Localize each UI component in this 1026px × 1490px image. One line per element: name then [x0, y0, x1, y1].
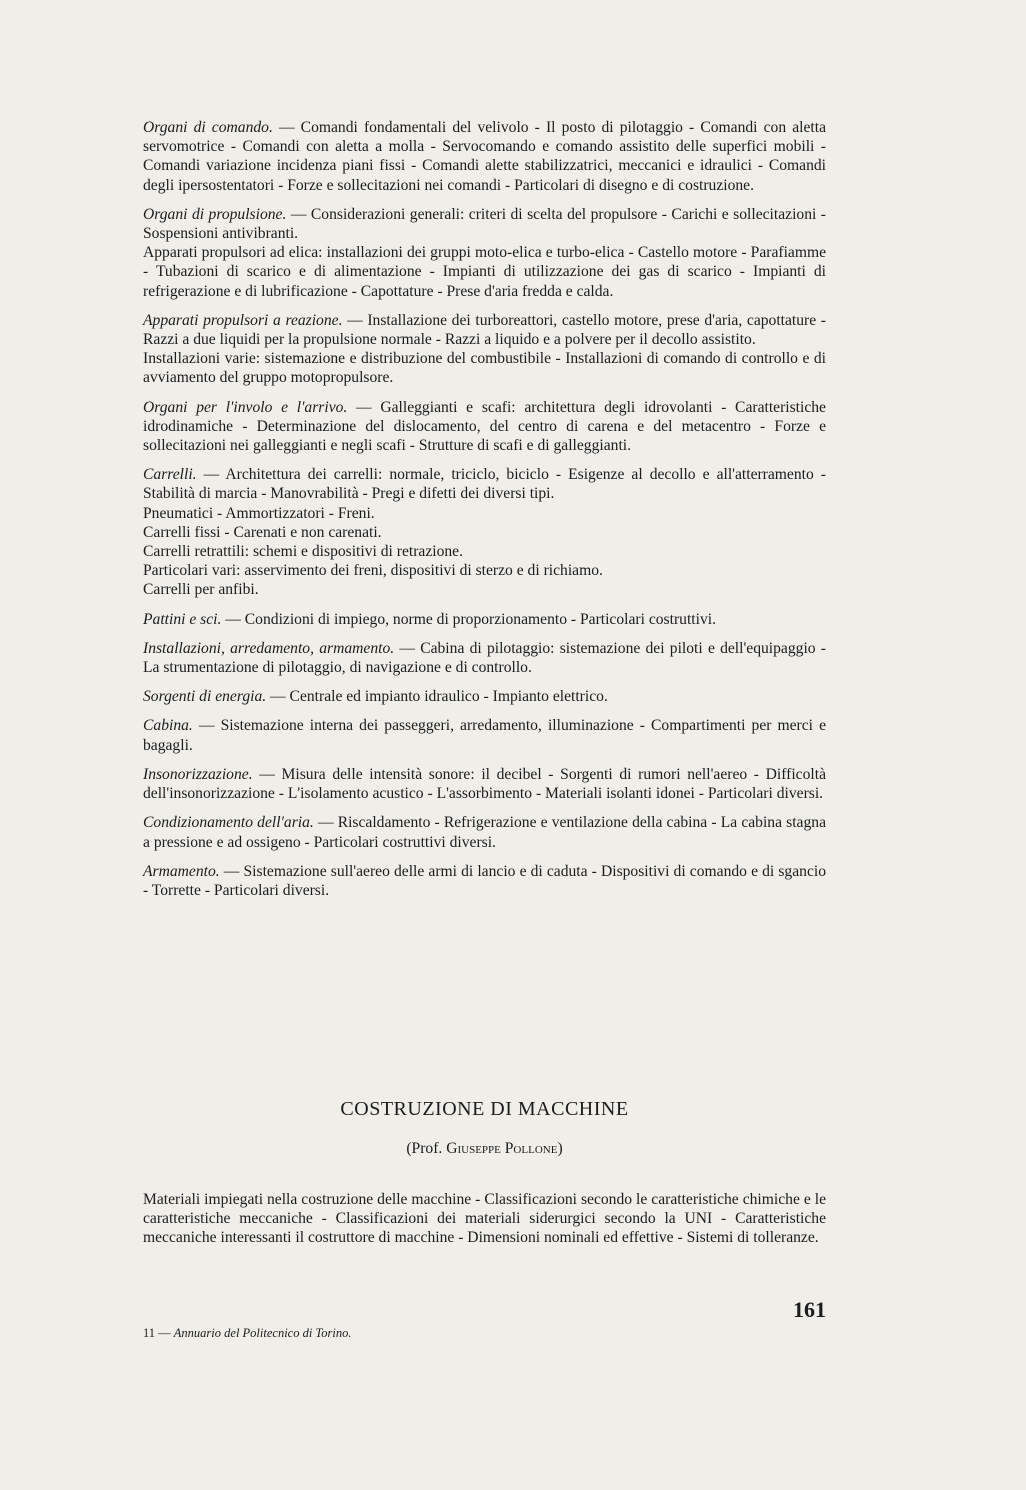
paragraph-subline: Carrelli fissi - Carenati e non carenati.	[143, 523, 382, 541]
author-name: Giuseppe Pollone	[446, 1140, 558, 1157]
paragraph-subline: Carrelli retrattili: schemi e dispositivi di retrazione.	[143, 543, 464, 561]
paragraph-subline: Apparati propulsori ad elica: installazioni dei gruppi moto-elica e turbo-elica - Castello motore - Parafiamme - Tubazioni di scarico e di alimentazione - Impianti di utilizzazione dei gas di scarico - Impianti di refrigerazione e di lubrificazione - Capottature - Prese d'aria fredda e calda.	[143, 244, 826, 300]
paragraph-heading: Apparati propulsori a reazione.	[143, 311, 343, 329]
paragraph-text: — Installazione dei turboreattori, castello motore, prese d'aria, capottature - Razzi a due liquidi per la propulsione normale - Razzi a liquido e a polvere per il decollo assistito.	[143, 311, 826, 349]
paragraph-subline: Installazioni varie: sistemazione e distribuzione del combustibile - Installazioni di comando di controllo e di avviamento del gruppo motopropulsore.	[143, 350, 826, 387]
paragraph-heading: Cabina.	[143, 717, 193, 735]
paragraph-subline: Pneumatici - Ammortizzatori - Freni.	[143, 504, 375, 522]
author-prefix: (Prof.	[406, 1140, 447, 1157]
paragraph-heading: Armamento.	[143, 862, 220, 880]
section-author	[143, 1140, 826, 1158]
paragraph-cabina	[143, 716, 826, 754]
paragraph-heading: Sorgenti di energia.	[143, 688, 267, 706]
paragraph-insonorizzazione	[143, 765, 826, 803]
paragraph-text: — Architettura dei carrelli: normale, triciclo, biciclo - Esigenze al decollo e all'atterramento - Stabilità di marcia - Manovrabilità - Pregi e difetti dei diversi tipi.	[143, 466, 826, 503]
paragraph-heading: Organi di comando.	[143, 119, 273, 136]
paragraph-organi-propulsione	[143, 205, 826, 301]
footer-number: 11 —	[143, 1326, 174, 1340]
paragraph-subline: Particolari vari: asservimento dei freni, dispositivi di sterzo e di richiamo.	[143, 562, 603, 580]
paragraph-sorgenti	[143, 687, 826, 706]
paragraph-heading: Insonorizzazione.	[143, 765, 253, 783]
paragraph-subline: Carrelli per anfibi.	[143, 581, 259, 599]
paragraph-text: — Comandi fondamentali del velivolo - Il posto di pilotaggio - Comandi con aletta servomotrice - Comandi con aletta a molla - Servocomando e comando assistito delle superfici mobili - Comandi variazione incidenza piani fissi - Comandi alette stabilizzatrici, meccanici e idraulici - Comandi degli ipersostentatori - Forze e sollecitazioni nei comandi - Particolari di disegno e di costruzione.	[143, 119, 826, 194]
page-number: 161	[793, 1297, 826, 1322]
paragraph-heading: Pattini e sci.	[143, 610, 222, 628]
paragraph-pattini	[143, 610, 826, 629]
page-footer	[143, 1326, 351, 1341]
footer-title: Annuario del Politecnico di Torino.	[173, 1326, 352, 1340]
section-title: COSTRUZIONE DI MACCHINE	[340, 1098, 629, 1120]
course-program-text	[143, 118, 826, 910]
paragraph-heading: Carrelli.	[143, 466, 197, 484]
paragraph-armamento	[143, 862, 826, 900]
paragraph-organi-involo	[143, 398, 826, 456]
section-body-text: Materiali impiegati nella costruzione delle macchine - Classificazioni secondo le caratteristiche chimiche e le caratteristiche meccaniche - Classificazioni dei materiali siderurgici secondo la UNI - Caratteristiche meccaniche interessanti il costruttore di macchine - Dimensioni nominali ed effettive - Sistemi di tolleranze.	[143, 1191, 826, 1247]
paragraph-heading: Organi di propulsione.	[143, 205, 287, 223]
paragraph-text: — Galleggianti e scafi: architettura degli idrovolanti - Caratteristiche idrodinamiche - Determinazione del dislocamento, del centro di carena e del metacentro - Forze e sollecitazioni nei galleggianti e negli scafi - Strutture di scafi e di galleggianti.	[143, 398, 826, 455]
author-suffix: )	[557, 1140, 563, 1157]
paragraph-heading: Condizionamento dell'aria.	[143, 814, 314, 832]
paragraph-organi-comando	[143, 118, 826, 195]
paragraph-heading: Installazioni, arredamento, armamento.	[143, 639, 395, 657]
paragraph-condizionamento	[143, 813, 826, 851]
paragraph-apparati-reazione	[143, 311, 826, 388]
paragraph-text: — Considerazioni generali: criteri di scelta del propulsore - Carichi e sollecitazioni - Sospensioni antivibranti.	[143, 205, 826, 243]
paragraph-text: — Condizioni di impiego, norme di proporzionamento - Particolari costruttivi.	[221, 610, 716, 628]
paragraph-heading: Organi per l'involo e l'arrivo.	[143, 398, 348, 416]
paragraph-carrelli	[143, 465, 826, 599]
paragraph-installazioni	[143, 639, 826, 677]
paragraph-text: — Misura delle intensità sonore: il decibel - Sorgenti di rumori nell'aereo - Difficoltà dell'insonorizzazione - L'isolamento acustico - L'assorbimento - Materiali isolanti idonei - Particolari diversi.	[143, 765, 826, 803]
paragraph-text: — Riscaldamento - Refrigerazione e ventilazione della cabina - La cabina stagna a pressione e ad ossigeno - Particolari costruttivi diversi.	[143, 814, 826, 851]
paragraph-text: — Cabina di pilotaggio: sistemazione dei piloti e dell'equipaggio - La strumentazione di pilotaggio, di navigazione e di controllo.	[143, 639, 826, 677]
paragraph-text: — Sistemazione sull'aereo delle armi di lancio e di caduta - Dispositivi di comando e di sgancio - Torrette - Particolari diversi.	[143, 862, 826, 899]
paragraph-text: — Sistemazione interna dei passeggeri, arredamento, illuminazione - Compartimenti per merci e bagagli.	[143, 717, 826, 754]
paragraph-text: — Centrale ed impianto idraulico - Impianto elettrico.	[266, 688, 608, 706]
